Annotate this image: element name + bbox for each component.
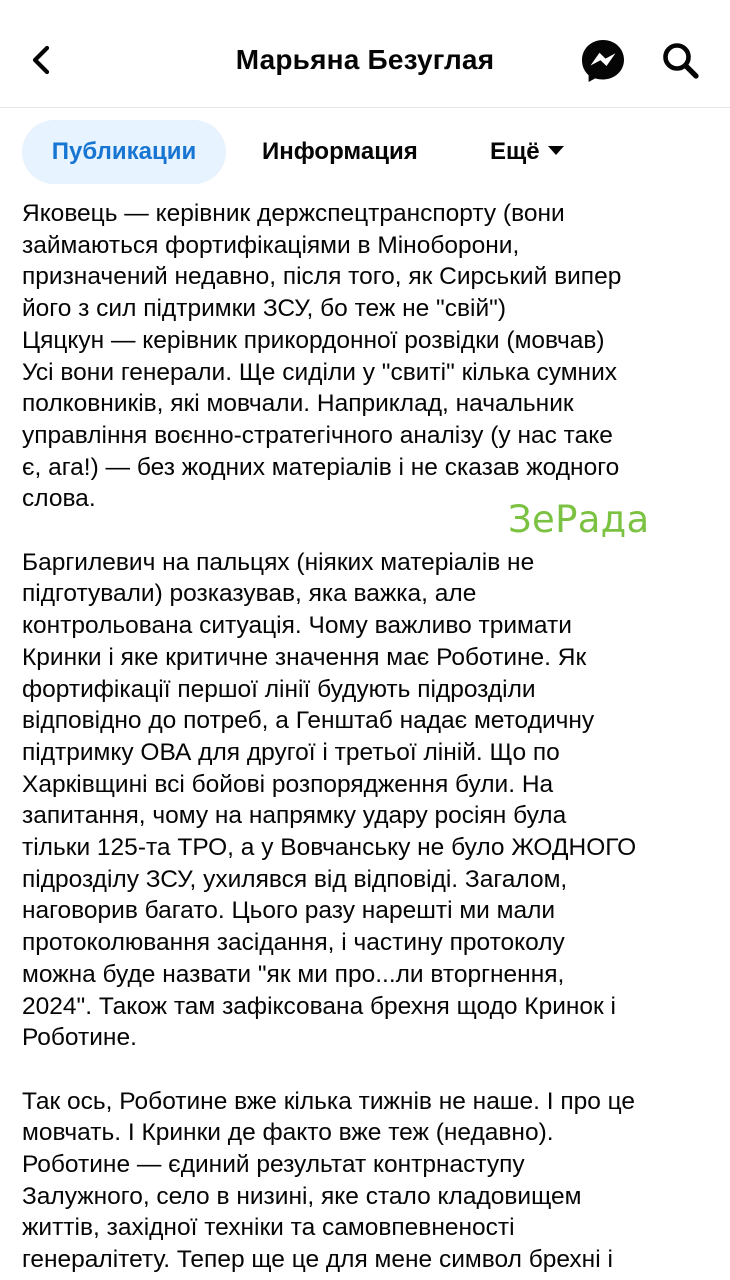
- text-line: Яковець — керівник держспецтранспорту (вони: [22, 200, 565, 227]
- text-line: Роботине — єдиний результат контрнаступу: [22, 1151, 525, 1179]
- text-line: Так ось, Роботине вже кілька тижнів не наше. І про це: [22, 1087, 636, 1115]
- text-line: підтримку ОВА для другої і третьої ліній. Що по: [22, 738, 560, 766]
- tab-more-label: Ещё: [490, 138, 540, 165]
- caret-down-icon: [548, 146, 564, 155]
- text-line: полковників, які мовчали. Наприклад, начальник: [22, 390, 574, 418]
- messenger-button[interactable]: [580, 38, 626, 84]
- paragraph-gap: [22, 1054, 712, 1086]
- tab-information[interactable]: Информация: [262, 138, 418, 165]
- post-paragraph: [22, 547, 712, 1054]
- search-button[interactable]: [660, 40, 702, 82]
- tab-publications[interactable]: Публикации: [22, 120, 226, 184]
- text-line: генералітету. Тепер ще це для мене символ брехні і: [22, 1246, 613, 1274]
- text-line: призначений недавно, після того, як Сирський випер: [22, 263, 622, 291]
- text-line: контрольована ситуація. Чому важливо тримати: [22, 612, 572, 640]
- search-icon: [660, 40, 702, 82]
- text-line: відповідно до потреб, а Генштаб надає методичну: [22, 707, 595, 735]
- text-line: життів, західної техніки та самовпевненості: [22, 1214, 515, 1242]
- text-line: Кринки і яке критичне значення має Роботине. Як: [22, 643, 587, 671]
- text-line: управління воєнно-стратегічного аналізу (у нас таке: [22, 421, 613, 449]
- profile-tabs: [0, 120, 730, 186]
- watermark: ЗеРада: [508, 498, 650, 541]
- text-line: Баргилевич на пальцях (ніяких матеріалів не: [22, 548, 535, 576]
- tab-more[interactable]: [490, 120, 564, 184]
- text-line: протоколювання засідання, і частину протоколу: [22, 929, 565, 957]
- text-line: Роботине.: [22, 1024, 137, 1052]
- top-app-bar: [0, 0, 730, 108]
- text-line: запитання, чому на напрямку удару росіян була: [22, 802, 567, 830]
- text-line: підготували) розказував, яка важка, але: [22, 580, 477, 608]
- text-line: Цяцкун — керівник прикордонної розвідки (мовчав): [22, 326, 605, 354]
- text-line: мовчать. І Кринки де факто вже теж (недавно).: [22, 1119, 554, 1147]
- text-line: фортифікації першої лінії будують підрозділи: [22, 675, 536, 703]
- text-line: 2024". Також там зафіксована брехня щодо Кринок і: [22, 992, 617, 1020]
- text-line: тільки 125-та ТРО, а у Вовчанську не було ЖОДНОГО: [22, 834, 637, 862]
- text-line: Усі вони генерали. Ще сиділи у "свиті" кілька сумних: [22, 358, 618, 386]
- post-body: [22, 198, 712, 1276]
- text-line: Залужного, село в низині, яке стало кладовищем: [22, 1182, 582, 1210]
- text-line: слова.: [22, 485, 96, 513]
- post-paragraph: [22, 198, 712, 515]
- text-line: підрозділу ЗСУ, ухилявся від відповіді. Загалом,: [22, 865, 568, 893]
- text-line: займаються фортифікаціями в Міноборони,: [22, 231, 520, 259]
- text-line: є, ага!) — без жодних матеріалів і не сказав жодного: [22, 453, 620, 481]
- page-title: Марьяна Безуглая: [235, 44, 495, 75]
- text-line: Харківщині всі бойові розпорядження були. На: [22, 770, 554, 798]
- text-line: наговорив багато. Цього разу нарешті ми мали: [22, 897, 556, 925]
- post-paragraph: [22, 1086, 712, 1276]
- text-line: можна буде назвати "як ми про...ли вторгнення,: [22, 960, 565, 988]
- messenger-icon: [580, 38, 626, 84]
- text-line: його з сил підтримки ЗСУ, бо теж не "свій"): [22, 295, 507, 323]
